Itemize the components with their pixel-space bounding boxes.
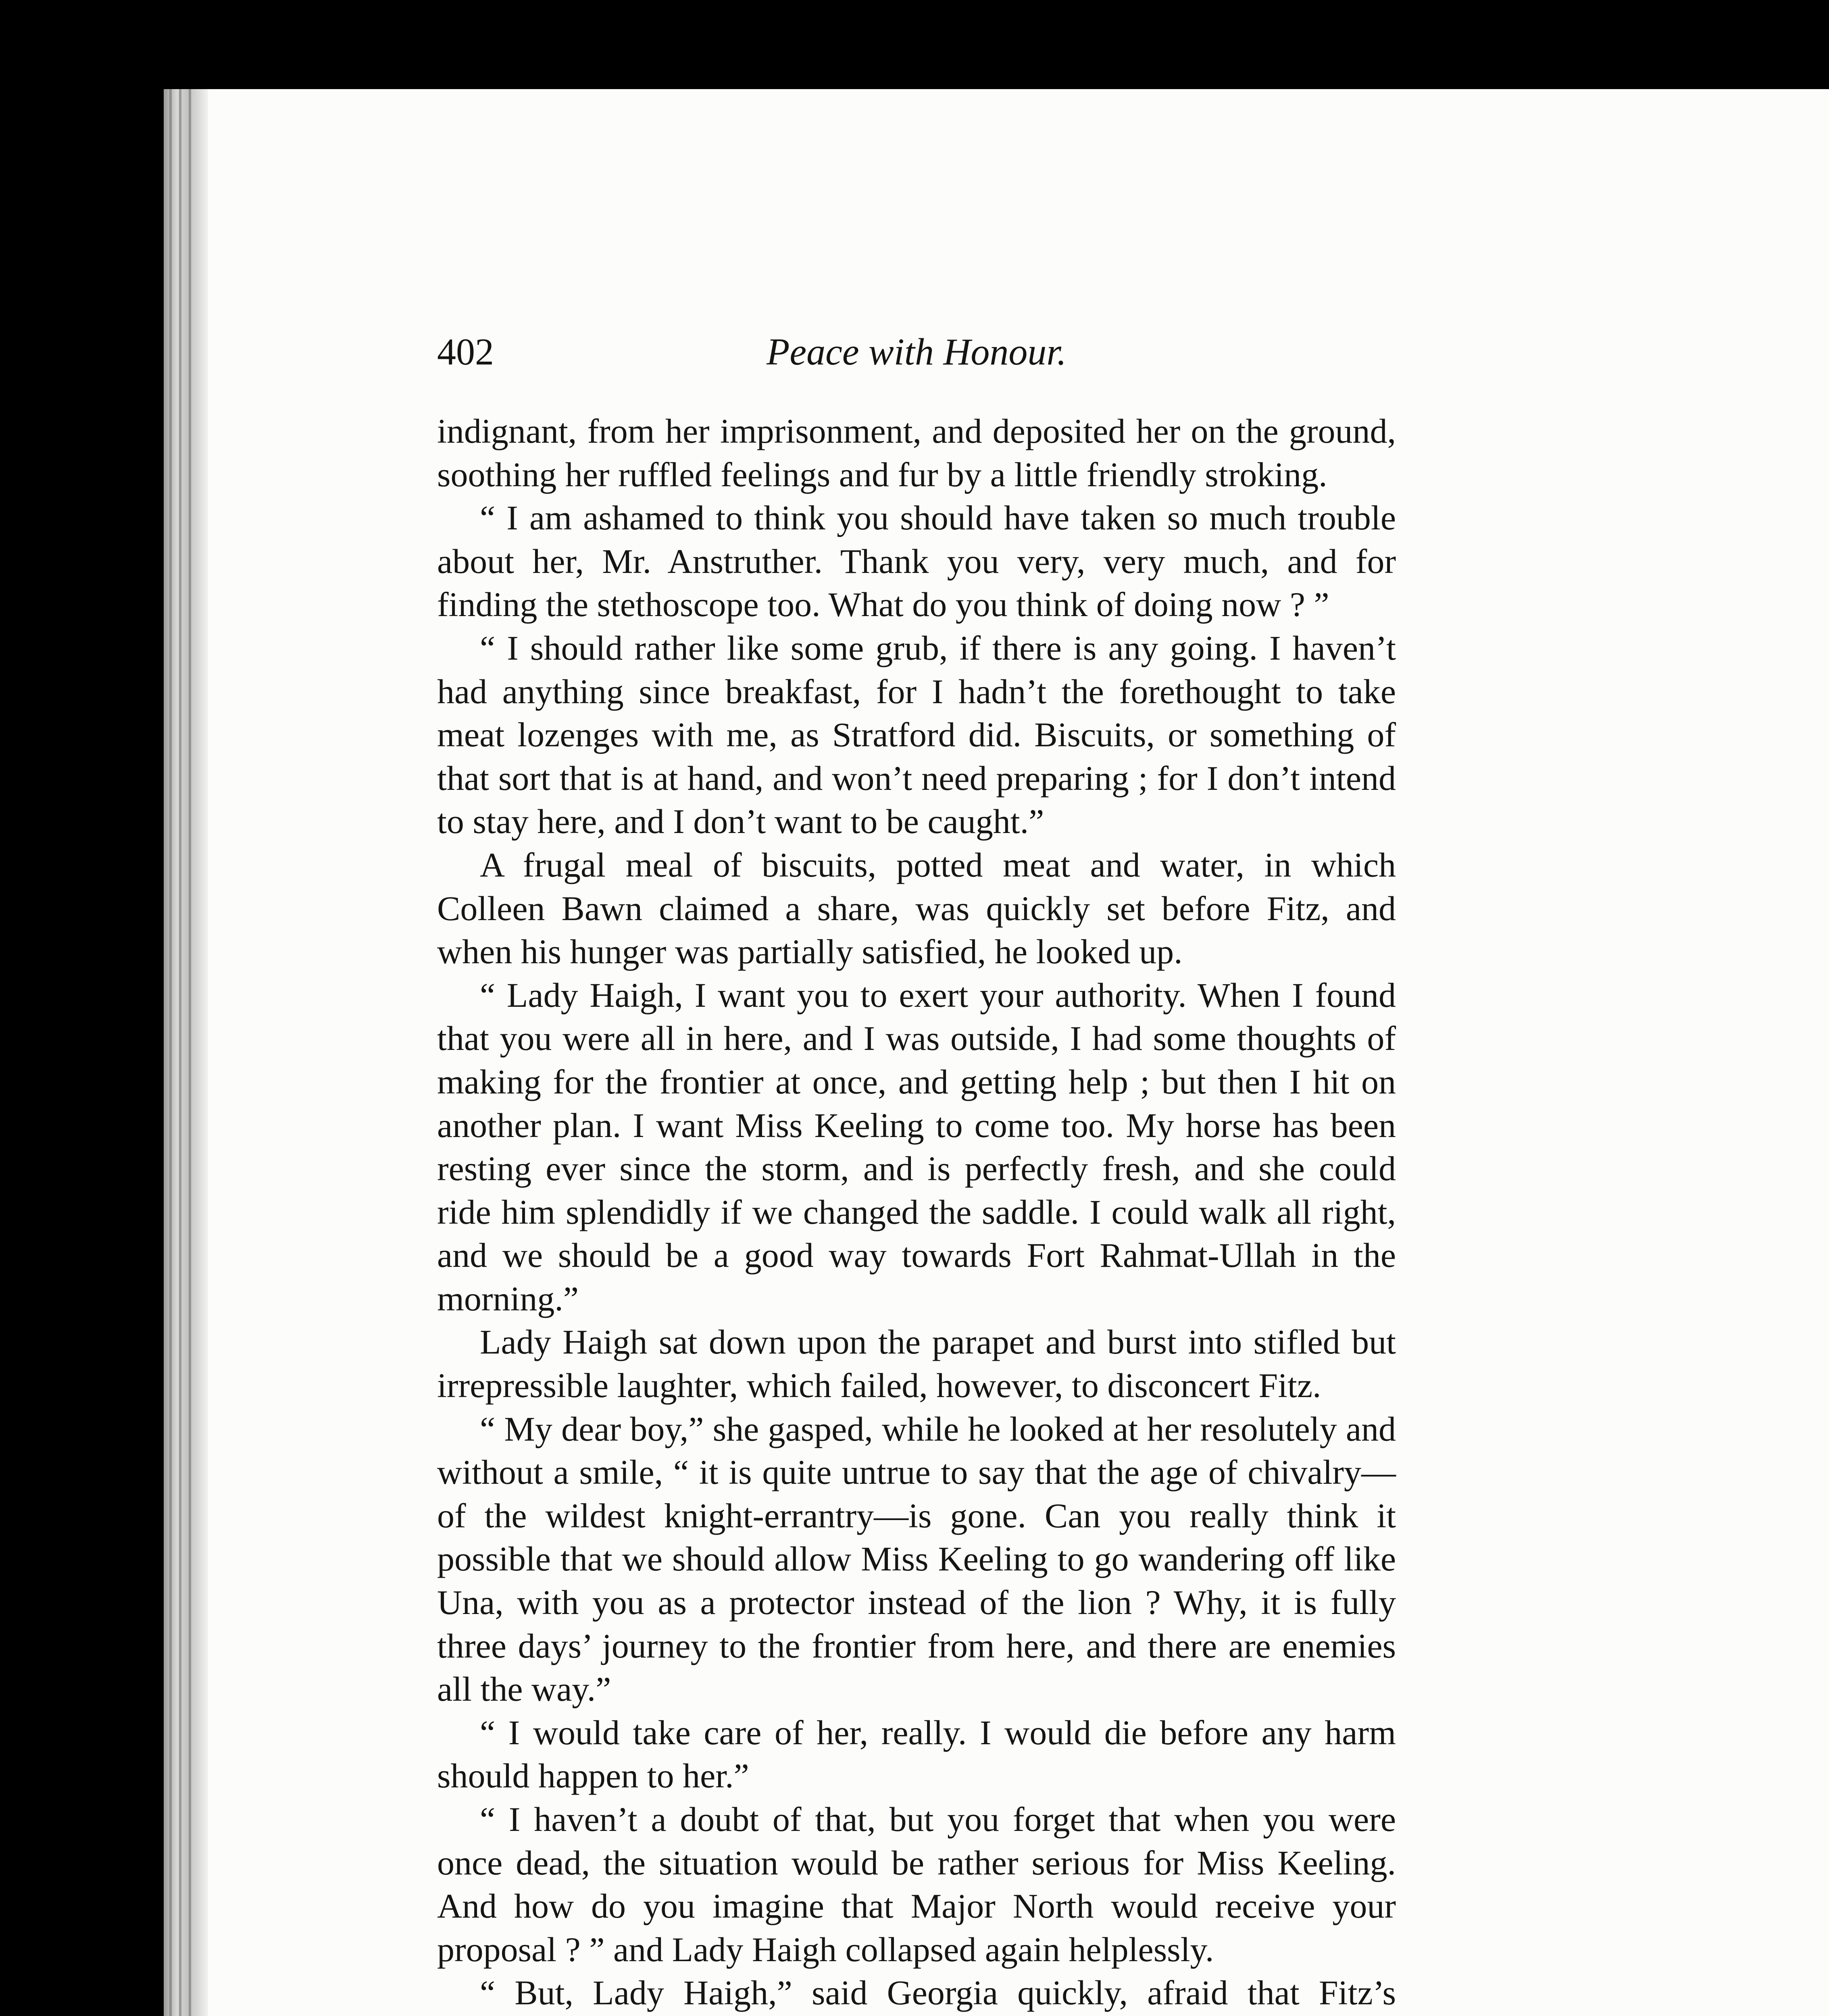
paragraph: “ I haven’t a doubt of that, but you forget that when you were once dead, the situation would be rather serious for Miss Keeling. And how do you imagine that Major North would receive your proposal ? ” and Lady Haigh collapsed again helplessly. xyxy=(437,1800,1396,1969)
page-gutter xyxy=(164,89,208,2016)
paragraph: “ Lady Haigh, I want you to exert your authority. When I found that you were all in here, and I was outside, I had some thoughts of making for the frontier at once, and getting help ; but then I hit on another plan. I want Miss Keeling to come too. My horse has been resting ever since the storm, and is perfectly fresh, and she could ride him splendidly if we changed the saddle. I could walk all right, and we should be a good way towards Fort Rahmat-Ullah in the morning.” xyxy=(437,975,1396,1318)
page-number: 402 xyxy=(437,331,494,373)
gutter-line xyxy=(179,89,181,2016)
body-text xyxy=(437,410,1396,2016)
gutter-line xyxy=(189,89,191,2016)
paragraph: “ My dear boy,” she gasped, while he looked at her resolutely and without a smile, “ it is quite untrue to say that the age of chivalry—of the wildest knight-errantry—is gone. Can you really think it possible that we should allow Miss Keeling to go wandering off like Una, with you as a protector instead of the lion ? Why, it is fully three days’ journey to the frontier from here, and there are enemies all the way.” xyxy=(437,1409,1396,1709)
paragraph: “ I would take care of her, really. I would die before any harm should happen to her.” xyxy=(437,1713,1396,1795)
paragraph: indignant, from her imprisonment, and deposited her on the ground, soothing her ruffled feelings and fur by a little friendly stroking. xyxy=(437,412,1396,494)
paragraph: “ But, Lady Haigh,” said Georgia quickly, afraid that Fitz’s xyxy=(480,1973,1396,2012)
paragraph: “ I am ashamed to think you should have taken so much trouble about her, Mr. Anstruther. Thank you very, very much, and for finding the stethoscope too. What do you think of doing now ? ” xyxy=(437,498,1396,624)
gutter-line xyxy=(169,89,172,2016)
page-header xyxy=(437,324,1396,380)
paragraph: A frugal meal of biscuits, potted meat and water, in which Colleen Bawn claimed a share, was quickly set before Fitz, and when his hunger was partially satisfied, he looked up. xyxy=(437,845,1396,971)
paragraph: Lady Haigh sat down upon the parapet and burst into stifled but irrepressible laughter, which failed, however, to disconcert Fitz. xyxy=(437,1322,1396,1405)
book-page xyxy=(164,89,1829,2016)
paragraph: “ I should rather like some grub, if there is any going. I haven’t had anything since breakfast, for I hadn’t the forethought to take meat lozenges with me, as Stratford did. Biscuits, or something of that sort that is at hand, and won’t need preparing ; for I don’t intend to stay here, and I don’t want to be caught.” xyxy=(437,628,1396,841)
running-title: Peace with Honour. xyxy=(766,331,1067,373)
